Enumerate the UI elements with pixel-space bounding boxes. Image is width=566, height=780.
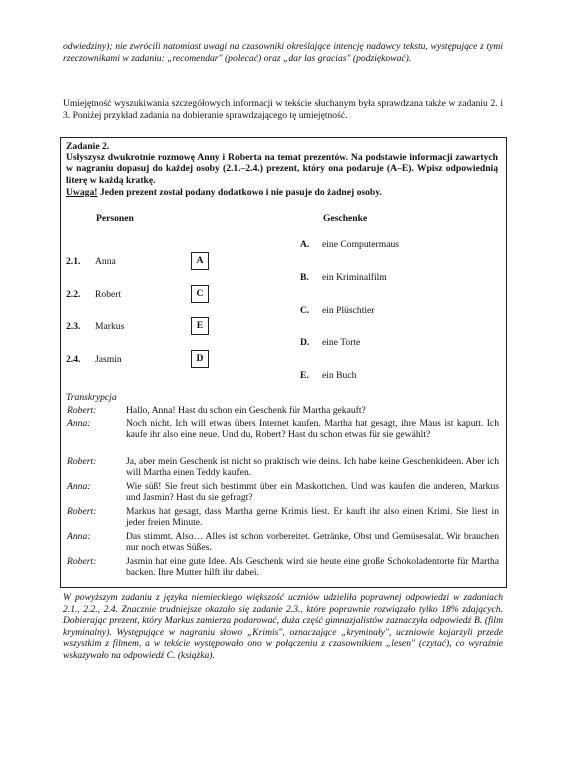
gift-text: eine Torte [322,337,361,348]
task-warning [66,187,498,198]
utterance: Das stimmt. Also… Alles ist schon vorbereitet. Getränke, Obst und Gemüsesalat. Wir brauchen nur noch etwas Süßes. [126,531,499,554]
speaker: Robert: [67,456,97,467]
speaker: Robert: [67,556,97,567]
speaker: Anna: [67,481,91,492]
answer-box[interactable]: E [191,317,209,335]
utterance: Hallo, Anna! Hast du schon ein Geschenk für Martha gekauft? [126,405,366,416]
person-name: Robert [95,289,122,300]
gift-letter: B. [300,272,309,283]
gift-text: eine Computermaus [322,239,399,250]
task-title: Zadanie 2. [66,141,110,152]
gift-text: ein Kriminalfilm [322,272,387,283]
person-number: 2.3. [66,321,81,332]
gift-letter: E. [300,370,309,381]
answer-box[interactable]: D [191,350,209,368]
transcript-title: Transkrypcja [66,392,117,403]
answer-box[interactable]: C [191,285,209,303]
speaker: Robert: [67,506,97,517]
person-number: 2.1. [66,256,81,267]
speaker: Anna: [67,418,91,429]
speaker: Robert: [67,405,97,416]
col-persons-header: Personen [96,213,134,224]
gift-letter: C. [300,305,310,316]
speaker: Anna: [67,531,91,542]
utterance: Ja, aber mein Geschenk ist nicht so praktisch wie deins. Ich habe keine Geschenkideen. Aber ich will Martha einen Teddy kaufen. [126,456,499,479]
utterance: Noch nicht. Ich will etwas übers Internet kaufen. Martha hat gesagt, ihre Maus ist kaputt. Ich kaufe ihr also eine neue. Und du, Robert? Hast du schon etwas für sie gewählt? [126,418,499,441]
person-name: Anna [95,256,116,267]
gift-text: ein Plüschtier [322,305,375,316]
intro-paragraph: odwiedziny); nie zwrócili natomiast uwagi na czasowniki określające intencję nadawcy tekstu, występujące z tymi rzeczownikami w zadaniu: „recomendar" (polecać) oraz „dar las gracias" (podziękować). [63,41,503,64]
gift-letter: A. [300,239,310,250]
person-number: 2.4. [66,354,81,365]
skill-paragraph: Umiejętność wyszukiwania szczegółowych informacji w tekście słuchanym była sprawdzana także w zadaniu 2. i 3. Poniżej przykład zadania na dobieranie sprawdzającego tę umiejętność. [63,98,503,121]
person-name: Jasmin [95,354,122,365]
warning-text: Jeden prezent został podany dodatkowo i nie pasuje do żadnej osoby. [99,187,382,198]
person-name: Markus [95,321,125,332]
utterance: Jasmin hat eine gute Idee. Als Geschenk wird sie heute eine große Schokoladentorte für Martha backen. Ihre Mutter hilft ihr dabei. [126,556,499,579]
answer-box[interactable]: A [191,252,209,270]
warning-label: Uwaga! [66,187,98,198]
utterance: Markus hat gesagt, dass Martha gerne Krimis liest. Er kauft ihr also einen Krimi. Sie liest in jeder freien Minute. [126,506,499,529]
gift-letter: D. [300,337,310,348]
col-gifts-header: Geschenke [323,213,368,224]
utterance: Wie süß! Sie freut sich bestimmt über ein Maskottchen. Und was kaufen die anderen, Markus und Jasmin? Hast du sie gefragt? [126,481,499,504]
task-instruction: Usłyszysz dwukrotnie rozmowę Anny i Roberta na temat prezentów. Na podstawie informacji zawartych w nagraniu dopasuj do każdej osoby (2.1.–2.4.) prezent, który ona podaruje (A–E). Wpisz odpowiednią literę w każdą kratkę. [66,152,498,186]
summary-paragraph: W powyższym zadaniu z języka niemieckiego większość uczniów udzieliła poprawnej odpowiedzi w zadaniach 2.1., 2.2., 2.4. Znacznie trudniejsze okazało się zadanie 2.3., które poprawnie rozwiązało tylko 18% zdających. Dobierając prezent, który Markus zamierza podarować, duża część gimnazjalistów zaznaczyła odpowiedź B. (film kryminalny). Występujące w nagraniu słowo „Krimis", oznaczające „kryminały", uczniowie kojarzyli przede wszystkim z filmem, a w tekście występowało ono w połączeniu z czasownikiem „lesen" (czytać), co wyraźnie wskazywało na odpowiedź C. (książka). [63,592,503,661]
person-number: 2.2. [66,289,81,300]
gift-text: ein Buch [322,370,357,381]
